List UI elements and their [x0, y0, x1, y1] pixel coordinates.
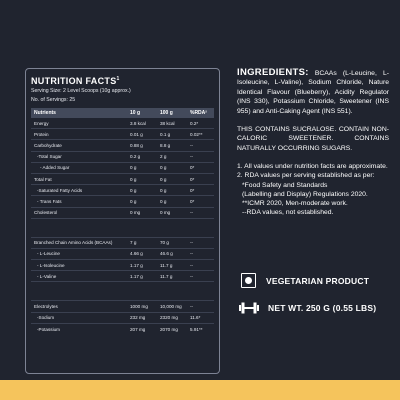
row-10g: 0 g [130, 198, 137, 204]
row-100g: 0 g [160, 176, 167, 182]
ingredients-block [237, 68, 389, 116]
row-name: Energy [34, 120, 49, 126]
note-2d: --RDA values, not established. [242, 209, 334, 217]
ingredients-label: INGREDIENTS: [237, 67, 309, 78]
row-100g: 11.7 g [160, 273, 173, 279]
row-rda: -- [190, 273, 194, 279]
dumbbell-icon [239, 302, 259, 314]
header-rda: %RDA² [190, 110, 207, 116]
table-row [31, 313, 214, 324]
row-name: Branched Chain Amino Acids (BCAAs) [34, 240, 113, 246]
row-10g: 7 g [130, 240, 137, 246]
header-100g: 100 g [160, 110, 173, 116]
table-row [31, 208, 214, 219]
servings-count: No. of Servings: 25 [31, 96, 76, 103]
row-100g: 0 g [160, 187, 167, 193]
header-10g: 10 g [130, 110, 141, 116]
row-name: -Sodium [37, 315, 55, 321]
row-100g: 0 g [160, 198, 167, 204]
table-row [31, 301, 214, 312]
row-100g: 2320 mg [160, 315, 178, 321]
table-row [31, 196, 214, 207]
row-name: -Total Sugar [37, 154, 62, 160]
row-rda: -- [190, 240, 194, 246]
nutrition-facts-panel [25, 68, 220, 374]
row-rda: -- [190, 304, 194, 310]
row-name: Electrolytes [34, 304, 58, 310]
sucralose-warning: THIS CONTAINS SUCRALOSE. CONTAIN NON-CALORIC SWEETENER. CONTAINS NATURALLY OCCURRING SUGARS. [237, 126, 389, 152]
row-10g: 0 mg [130, 210, 141, 216]
row-name: Cholesterol [34, 210, 58, 216]
vegetarian-label: VEGETARIAN PRODUCT [266, 275, 370, 286]
table-row [31, 140, 214, 151]
row-100g: 46.6 g [160, 251, 173, 257]
row-10g: 0 g [130, 187, 137, 193]
row-rda: 0.2* [190, 120, 199, 126]
info-column [237, 68, 389, 217]
note-2a: *Food Safety and Standards [242, 181, 328, 189]
row-rda: -- [190, 142, 194, 148]
row-name: - Trans Fats [37, 198, 62, 204]
row-10g: 4.66 g [130, 251, 143, 257]
row-rda: 11.6* [190, 315, 201, 321]
ingredients-text: BCAAs (L-Leucine, L-Isoleucine, L-Valine), Sodium Chloride, Nature Identical Flavour (Blueberry), Acidity Regulator (INS 330), Potassium Chloride, Sweetener (INS 955) and Anti-Caking Agent (INS 551). [237, 70, 390, 115]
row-100g: 2070 mg [160, 326, 178, 332]
row-100g: 2 g [160, 154, 167, 160]
row-name: - L-Leucine [37, 251, 60, 257]
table-row [31, 249, 214, 260]
table-spacer [31, 219, 214, 238]
table-row [31, 260, 214, 271]
row-name: Total Fat [34, 176, 52, 182]
row-10g: 0.01 g [130, 131, 143, 137]
row-10g: 3.8 kcal [130, 120, 146, 126]
row-100g: 0 g [160, 165, 167, 171]
row-rda: -- [190, 251, 194, 257]
table-row [31, 118, 214, 129]
row-10g: 1000 mg [130, 304, 148, 310]
table-row [31, 152, 214, 163]
row-rda: 0* [190, 187, 195, 193]
vegetarian-badge [241, 273, 369, 288]
row-name: Protein [34, 131, 49, 137]
row-10g: 232 mg [130, 315, 146, 321]
veg-symbol-icon [241, 273, 256, 288]
row-100g: 11.7 g [160, 262, 173, 268]
row-rda: -- [190, 262, 194, 268]
row-rda: 0* [190, 176, 195, 182]
row-name: - Added Sugar [40, 165, 70, 171]
net-weight-label: NET WT. 250 G (0.55 LBS) [268, 303, 377, 313]
table-header [31, 108, 214, 118]
table-row [31, 174, 214, 185]
row-10g: 1.17 g [130, 262, 143, 268]
footnotes [237, 162, 389, 217]
row-10g: 0.88 g [130, 142, 143, 148]
table-row [31, 185, 214, 196]
row-name: -Saturated Fatty Acids [37, 187, 83, 193]
header-nutrients: Nutrients [34, 110, 56, 116]
note-2c: **ICMR 2020, Men-moderate work. [242, 200, 348, 208]
table-row [31, 324, 214, 335]
table-spacer [31, 282, 214, 301]
row-rda: -- [190, 210, 194, 216]
row-10g: 207 mg [130, 326, 146, 332]
row-rda: -- [190, 154, 194, 160]
note-2b: (Labelling and Display) Regulations 2020. [242, 190, 368, 198]
row-name: - L-Isoleucine [37, 262, 65, 268]
row-100g: 0 mg [160, 210, 171, 216]
table-row [31, 238, 214, 249]
row-name: -Potassium [37, 326, 60, 332]
row-100g: 10,000 mg [160, 304, 182, 310]
row-10g: 0 g [130, 176, 137, 182]
row-100g: 0.1 g [160, 131, 171, 137]
row-100g: 70 g [160, 240, 169, 246]
row-rda: 0.02** [190, 131, 203, 137]
nutrition-title: NUTRITION FACTS$^1$ [31, 76, 120, 86]
row-rda: 5.91** [190, 326, 203, 332]
row-name: - L-Valine [37, 273, 57, 279]
note-1: 1. All values under nutrition facts are approximate. [237, 163, 388, 171]
row-10g: 0 g [130, 165, 137, 171]
row-10g: 1.17 g [130, 273, 143, 279]
row-10g: 0.2 g [130, 154, 141, 160]
row-rda: 0* [190, 165, 195, 171]
row-name: Carbohydrate [34, 142, 62, 148]
table-row [31, 163, 214, 174]
table-row [31, 271, 214, 282]
note-2: 2. RDA values per serving established as per: [237, 172, 375, 180]
serving-size: Serving Size: 2 Level Scoops (10g approx.) [31, 88, 131, 94]
bottom-accent-strip [0, 380, 400, 400]
row-100g: 8.8 g [160, 142, 171, 148]
table-row [31, 129, 214, 140]
row-100g: 38 kcal [160, 120, 175, 126]
row-rda: 0* [190, 198, 195, 204]
net-weight-badge [239, 302, 376, 314]
